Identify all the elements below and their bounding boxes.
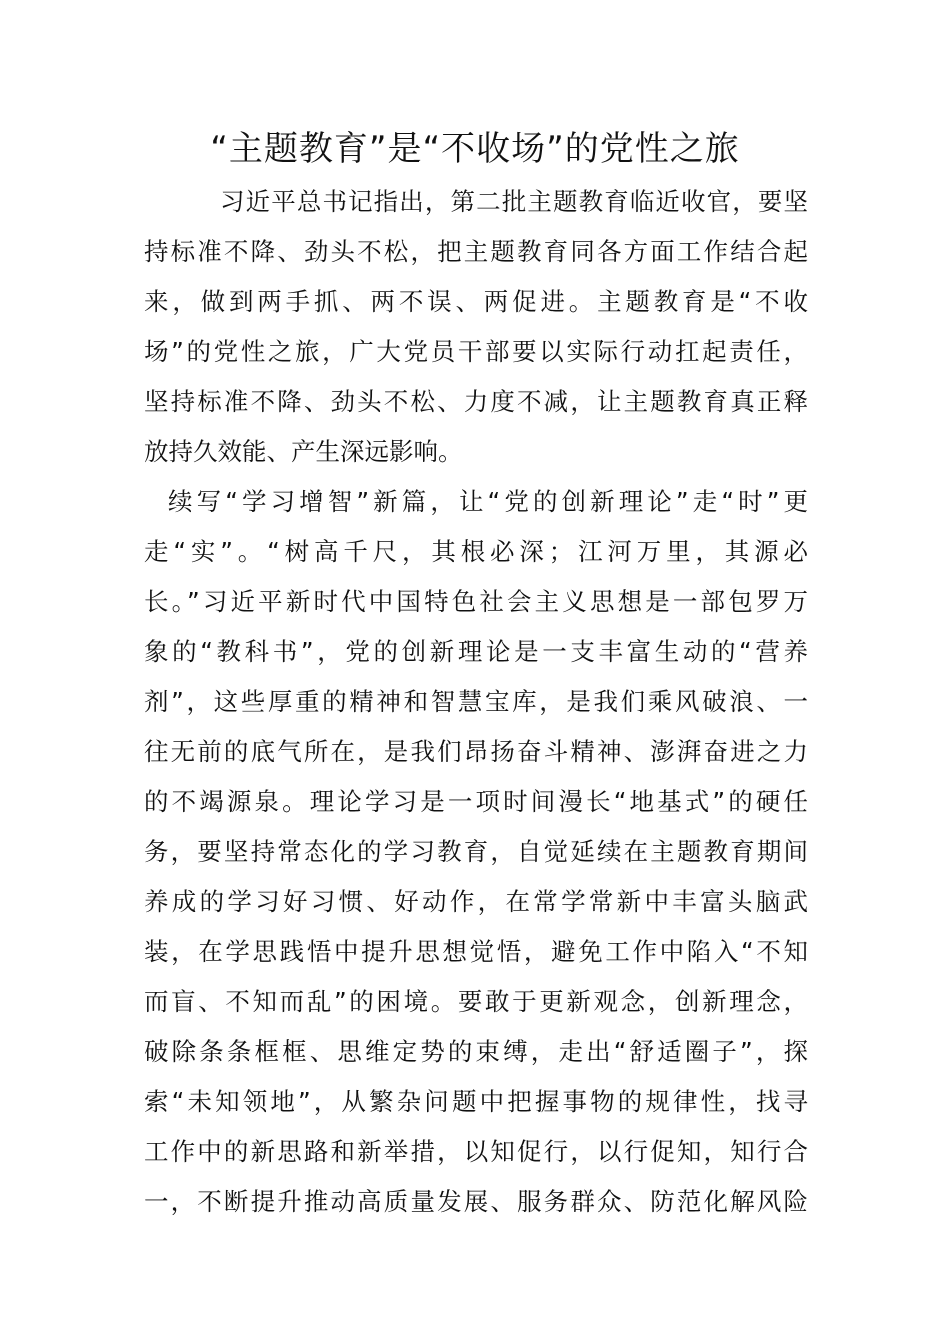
document-body	[144, 177, 808, 1227]
document-title: “主题教育”是“不收场”的党性之旅	[210, 129, 740, 169]
paragraph-2-line-15: 一，不断提升推动高质量发展、服务群众、防范化解风险	[144, 1187, 808, 1216]
paragraph-2-line-4: 象的“教科书”，党的创新理论是一支丰富生动的“营养	[144, 637, 808, 666]
paragraph-1-line-1: 习近平总书记指出，第二批主题教育临近收官，要坚	[220, 187, 808, 216]
paragraph-2-line-9: 养成的学习好习惯、好动作，在常学常新中丰富头脑武	[144, 887, 808, 916]
paragraph-2-line-13: 索“未知领地”，从繁杂问题中把握事物的规律性，找寻	[144, 1087, 808, 1116]
paragraph-2-line-5: 剂”，这些厚重的精神和智慧宝库，是我们乘风破浪、一	[144, 687, 808, 716]
paragraph-2-line-10: 装，在学思践悟中提升思想觉悟，避免工作中陷入“不知	[144, 937, 808, 966]
paragraph-2-line-7: 的不竭源泉。理论学习是一项时间漫长“地基式”的硬任	[144, 787, 808, 816]
paragraph-2-line-12: 破除条条框框、思维定势的束缚，走出“舒适圈子”，探	[144, 1037, 808, 1066]
paragraph-2-line-3: 长。”习近平新时代中国特色社会主义思想是一部包罗万	[144, 587, 808, 616]
paragraph-2-line-2: 走“实”。“树高千尺，其根必深；江河万里，其源必	[144, 537, 808, 566]
paragraph-2-line-8: 务，要坚持常态化的学习教育，自觉延续在主题教育期间	[144, 837, 808, 866]
paragraph-1-line-4: 场”的党性之旅，广大党员干部要以实际行动扛起责任，	[144, 337, 808, 366]
paragraph-1-line-3: 来，做到两手抓、两不误、两促进。主题教育是“不收	[144, 287, 808, 316]
paragraph-1-line-2: 持标准不降、劲头不松，把主题教育同各方面工作结合起	[144, 237, 808, 266]
paragraph-1-line-6: 放持久效能、产生深远影响。	[144, 437, 463, 466]
paragraph-2-line-6: 往无前的底气所在，是我们昂扬奋斗精神、澎湃奋进之力	[144, 737, 808, 766]
paragraph-2-line-1: 续写“学习增智”新篇，让“党的创新理论”走“时”更	[168, 487, 808, 516]
paragraph-1-line-5: 坚持标准不降、劲头不松、力度不减，让主题教育真正释	[144, 387, 808, 416]
paragraph-2-line-11: 而盲、不知而乱”的困境。要敢于更新观念，创新理念，	[144, 987, 808, 1016]
paragraph-2-line-14: 工作中的新思路和新举措，以知促行，以行促知，知行合	[144, 1137, 808, 1166]
